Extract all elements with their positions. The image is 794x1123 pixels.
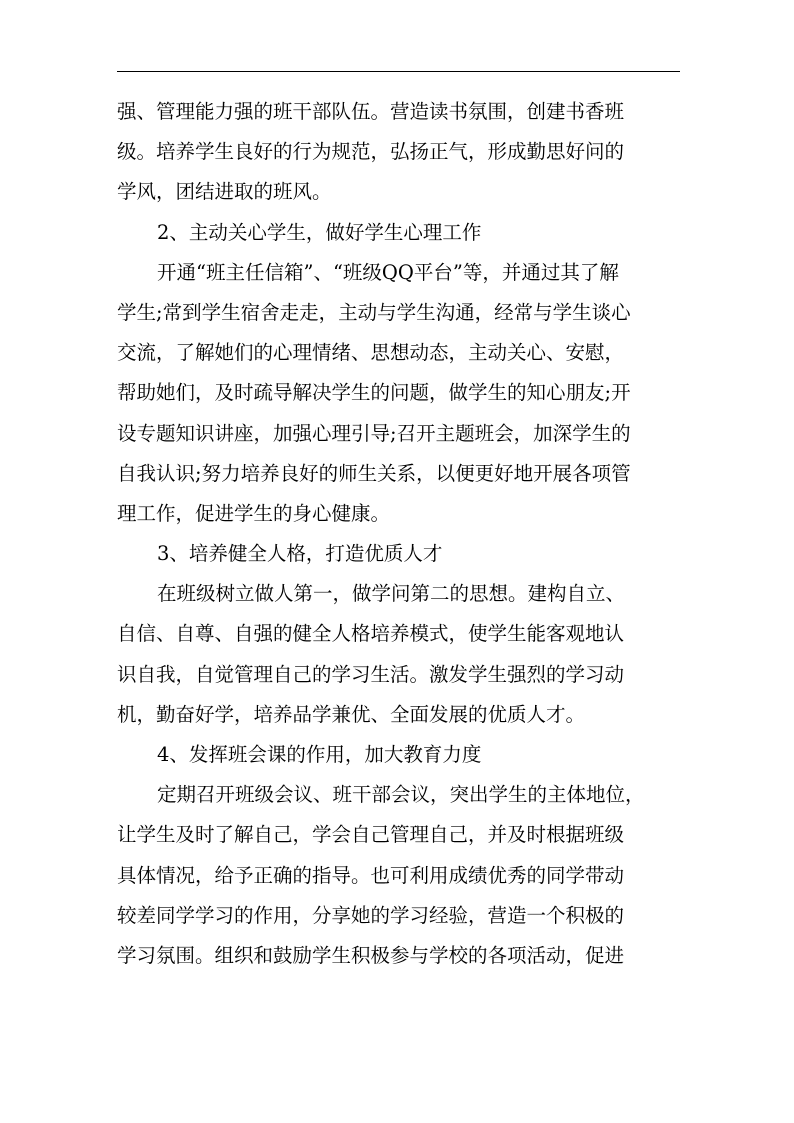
header-rule [117,71,680,72]
text-line: 学习氛围。组织和鼓励学生积极参与学校的各项活动，促进 [117,943,625,967]
heading-text: 3、培养健全人格，打造优质人才 [157,542,443,566]
text-line: 开通“班主任信箱”、“班级QQ平台”等，并通过其了解 [157,260,619,284]
text-line: 具体情况，给予正确的指导。也可利用成绩优秀的同学带动 [117,863,625,887]
heading-text: 4、发挥班会课的作用，加大教育力度 [157,743,482,766]
document-body [117,92,680,976]
text-line: 较差同学学习的作用，分享她的学习经验，营造一个积极的 [117,903,625,927]
section-heading [117,213,680,253]
text-line: 自信、自尊、自强的健全人格培养模式，使学生能客观地认 [117,622,625,646]
text-line: 学风，团结进取的班风。 [117,180,332,204]
text-line: 学生;常到学生宿舍走走，主动与学生沟通，经常与学生谈心 [117,300,631,324]
text-line: 在班级树立做人第一，做学问第二的思想。建构自立、 [157,582,626,606]
paragraph [117,253,680,534]
text-line: 识自我，自觉管理自己的学习生活。激发学生强烈的学习动 [117,662,625,686]
text-line: 定期召开班级会议、班干部会议，突出学生的主体地位， [157,783,645,807]
paragraph [117,574,680,735]
text-line: 设专题知识讲座，加强心理引导;召开主题班会，加深学生的 [117,421,631,445]
text-line: 级。培养学生良好的行为规范，弘扬正气，形成勤思好问的 [117,140,625,164]
paragraph [117,775,680,976]
text-line: 理工作，促进学生的身心健康。 [117,501,391,525]
paragraph [117,92,680,213]
section-heading [117,534,680,574]
text-line: 机，勤奋好学，培养品学兼优、全面发展的优质人才。 [117,702,586,726]
text-line: 自我认识;努力培养良好的师生关系，以便更好地开展各项管 [117,461,631,485]
section-heading [117,735,680,775]
text-line: 让学生及时了解自己，学会自己管理自己，并及时根据班级 [117,823,625,847]
text-line: 帮助她们，及时疏导解决学生的问题，做学生的知心朋友;开 [117,381,631,405]
heading-text: 2、主动关心学生，做好学生心理工作 [157,220,482,244]
text-line: 交流，了解她们的心理情绪、思想动态，主动关心、安慰， [117,341,625,365]
text-line: 强、管理能力强的班干部队伍。营造读书氛围，创建书香班 [117,100,625,123]
